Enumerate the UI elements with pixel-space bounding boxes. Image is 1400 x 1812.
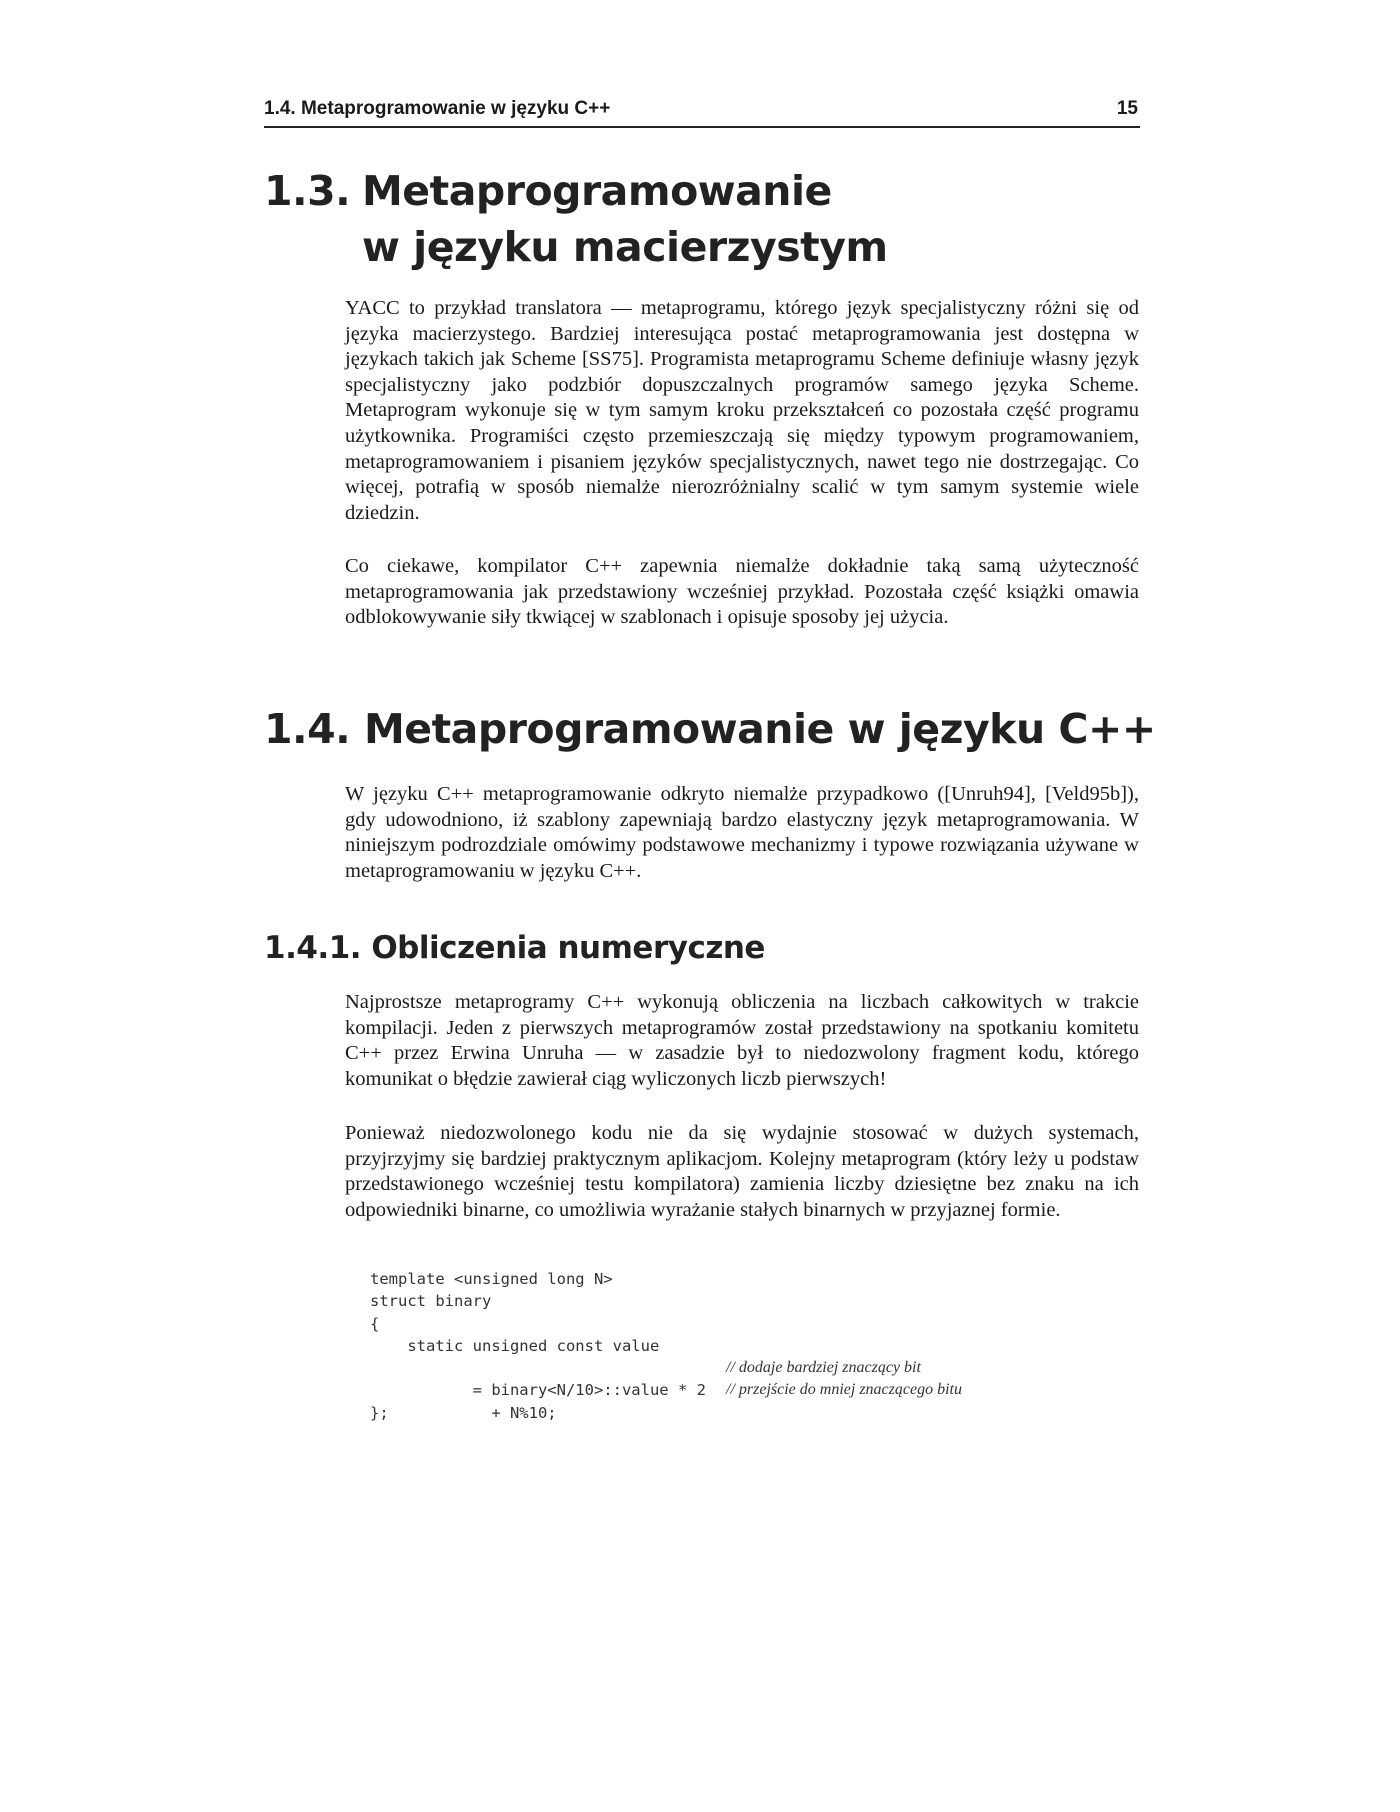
code-text: static unsigned const value	[370, 1336, 660, 1355]
code-line	[370, 1313, 1130, 1335]
page-number: 15	[1116, 98, 1138, 119]
code-line	[370, 1268, 1130, 1290]
code-comment: // dodaje bardziej znaczący bit	[726, 1359, 921, 1377]
code-text: {	[370, 1314, 380, 1333]
code-text: template <unsigned long N>	[370, 1270, 613, 1288]
code-text: };	[370, 1403, 389, 1422]
code-line	[370, 1290, 1130, 1312]
running-title: 1.4. Metaprogramowanie w języku C++	[264, 98, 611, 119]
code-text: struct binary	[370, 1292, 492, 1311]
code-text: = binary<N/10>::value * 2	[407, 1381, 706, 1400]
code-line	[370, 1335, 1130, 1357]
section-1-3-heading	[264, 163, 888, 275]
code-line	[370, 1379, 1130, 1422]
paragraph: Co ciekawe, kompilator C++ zapewnia niemalże dokładnie taką samą użyteczność metaprogramowania jak przedstawiony wcześniej przykład. Pozostała część książki omawia odblokowywanie siły tkwiącej w szablonach i opisuje sposoby jej użycia.	[345, 555, 1139, 629]
section-1-4-1-heading: 1.4.1. Obliczenia numeryczne	[264, 930, 765, 966]
code-text: + N%10;	[407, 1403, 557, 1422]
code-listing	[370, 1268, 1130, 1424]
paragraph: W języku C++ metaprogramowanie odkryto niemalże przypadkowo ([Unruh94], [Veld95b]), gdy udowodniono, iż szablony zapewniają bardzo elastyczny język metaprogramowania. W niniejszym podrozdziale omówimy podstawowe mechanizmy i typowe rozwiązania używane w metaprogramowaniu w języku C++.	[345, 783, 1139, 882]
paragraph: YACC to przykład translatora — metaprogramu, którego język specjalistyczny różni się od języka macierzystego. Bardziej interesująca postać metaprogramowania jest dostępna w językach takich jak Scheme [SS75]. Programista metaprogramu Scheme definiuje własny język specjalistyczny jako podzbiór dopuszczalnych programów samego języka Scheme. Metaprogram wykonuje się w tym samym kroku przekształceń co pozostała część programu użytkownika. Programiści często przemieszczają się między typowym programowaniem, metaprogramowaniem i pisaniem języków specjalistycznych, nawet tego nie dostrzegając. Co więcej, potrafią w sposób niemalże nierozróżnialny scalić w tym samym systemie wiele dziedzin.	[345, 297, 1139, 524]
code-comment: // przejście do mniej znaczącego bitu	[726, 1381, 962, 1399]
paragraph: Ponieważ niedozwolonego kodu nie da się wydajnie stosować w dużych systemach, przyjrzyjmy się bardziej praktycznym aplikacjom. Kolejny metaprogram (który leży u podstaw przedstawionego wcześniej testu kompilatora) zamienia liczby dziesiętne bez znaku na ich odpowiedniki binarne, co umożliwia wyrażanie stałych binarnych w przyjaznej formie.	[345, 1122, 1139, 1221]
section-1-3-title-line2: w języku macierzystym	[362, 223, 888, 271]
section-1-3-number: 1.3.	[264, 167, 351, 215]
section-1-3-title-line1: Metaprogramowanie	[362, 167, 832, 215]
paragraph: Najprostsze metaprogramy C++ wykonują obliczenia na liczbach całkowitych w trakcie kompilacji. Jeden z pierwszych metaprogramów został przedstawiony na spotkaniu komitetu C++ przez Erwina Unruha — w zasadzie był to niedozwolony fragment kodu, którego komunikat o błędzie zawierał ciąg wyliczonych liczb pierwszych!	[345, 991, 1139, 1090]
running-header	[264, 96, 1140, 128]
code-line	[370, 1402, 1130, 1424]
section-1-4-heading: 1.4. Metaprogramowanie w języku C++	[264, 705, 1156, 753]
